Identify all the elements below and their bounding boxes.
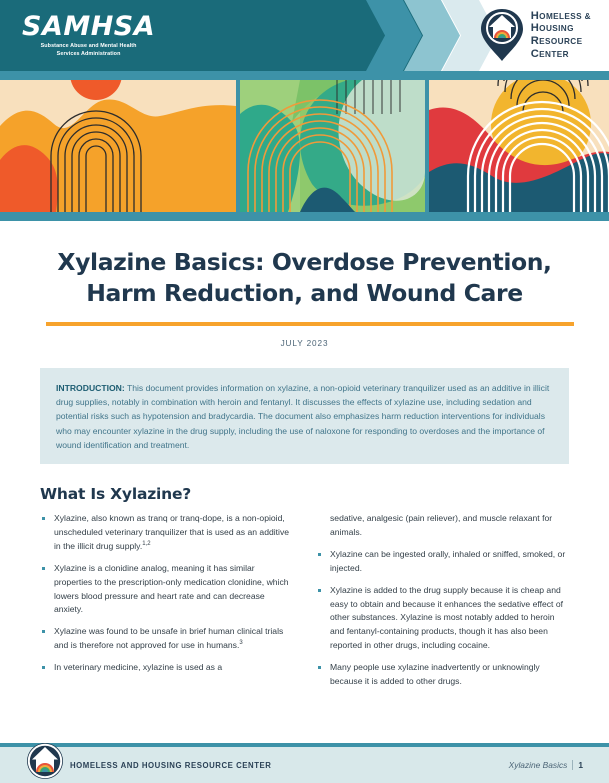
list-item-continuation: sedative, analgesic (pain reliever), and muscle relaxant for animals. — [330, 512, 553, 537]
samhsa-wordmark: SAMHSA — [22, 11, 156, 42]
left-column — [40, 512, 290, 697]
hhrc-map-pin-house-rainbow-icon — [480, 8, 524, 62]
list-item: Xylazine is added to the drug supply because it is cheap and easy to obtain and because it enhances the sedative effect of other substances. Xylazine is most notably added to heroin and fentanyl-containing products, though it has also been reported in other drugs, including cocaine. — [316, 584, 566, 654]
right-bullet-list — [316, 512, 566, 689]
right-column — [316, 512, 566, 697]
section-heading: What Is Xylazine? — [40, 484, 192, 503]
decorative-banner — [0, 80, 609, 212]
publication-date: JULY 2023 — [280, 339, 329, 349]
footer-bar — [0, 747, 609, 783]
list-item: Xylazine can be ingested orally, inhaled or sniffed, smoked, or injected. — [316, 548, 566, 576]
hhrc-line-3: RESOURCE — [530, 35, 583, 47]
hhrc-line-1: HOMELESS & — [530, 9, 591, 22]
introduction-callout — [40, 368, 569, 464]
footer-separator — [572, 760, 573, 770]
hhrc-logo — [480, 8, 591, 62]
page-footer — [0, 743, 609, 783]
banner-illustration — [0, 80, 609, 212]
footer-doc-name: Xylazine Basics — [508, 760, 568, 770]
samhsa-logo — [22, 13, 155, 59]
samhsa-tagline-line1: Substance Abuse and Mental Health — [40, 43, 137, 49]
header-accent-strip — [0, 71, 609, 80]
list-item: Xylazine, also known as tranq or tranq-dope, is a non-opioid, unscheduled veterinary tranquilizer that is used as an additive in the illicit drug supply.$^{1,2}$ — [40, 512, 290, 554]
hhrc-line-2: HOUSING — [530, 22, 574, 35]
hhrc-line-4: CENTER — [530, 47, 569, 60]
left-bullet-list — [40, 512, 290, 675]
introduction-text: This document provides information on xylazine, a non-opioid veterinary tranquilizer used as an additive in illicit drug supplies, notably in combination with heroin and fentanyl. It discusses the effects of xylazine use, including sedation and potential risks such as hypotension and bradycardia. The document also emphasizes harm reduction interventions for individuals who may encounter xylazine in the drug supply, including the use of naloxone for responding to overdoses and the importance of wound identification and treatment. — [56, 383, 550, 450]
main-content — [0, 464, 609, 697]
two-column-layout — [40, 512, 569, 697]
list-item: Xylazine was found to be unsafe in brief human clinical trials and is therefore not approved for use in humans.$^3$ — [40, 625, 290, 653]
page-header — [0, 0, 609, 71]
footer-page-number: 1 — [578, 760, 583, 770]
page-title — [46, 247, 563, 308]
list-item: Xylazine is a clonidine analog, meaning it has similar properties to the prescription-only medication clonidine, which lowers blood pressure and heart rate and can decrease anxiety. — [40, 562, 290, 618]
list-item: Many people use xylazine inadvertently or unknowingly because it is added to other drugs. — [316, 661, 566, 689]
page-title-line1: Xylazine Basics: Overdose Prevention, — [57, 248, 552, 276]
list-item: In veterinary medicine, xylazine is used as a — [40, 661, 290, 675]
hhrc-wordmark — [531, 10, 591, 60]
page-title-line2: Harm Reduction, and Wound Care — [86, 278, 523, 307]
samhsa-tagline — [22, 43, 155, 59]
hhrc-circle-house-rainbow-icon — [26, 742, 64, 780]
samhsa-tagline-line2: Services Administration — [56, 50, 121, 57]
footnote-ref: 3 — [239, 640, 243, 647]
footer-org-name: HOMELESS AND HOUSING RESOURCE CENTER — [70, 760, 272, 770]
footer-meta — [509, 760, 583, 770]
introduction-label: INTRODUCTION: — [56, 383, 125, 394]
footnote-ref: 1,2 — [142, 540, 151, 547]
title-block — [0, 221, 609, 348]
banner-accent-strip — [0, 212, 609, 221]
title-divider — [46, 322, 574, 326]
